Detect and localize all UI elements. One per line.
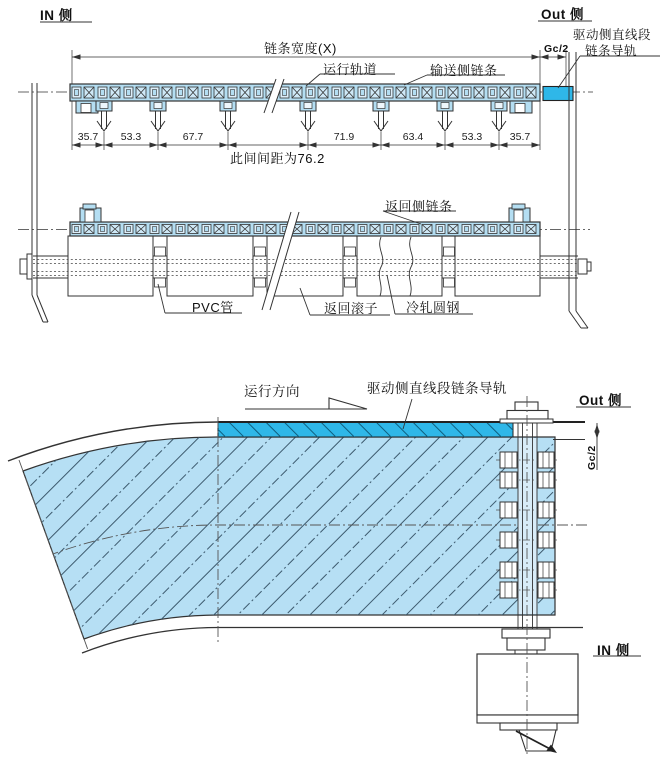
gc-half-label-plan: Gc/2 [586, 445, 598, 470]
running-direction-label: 运行方向 [244, 384, 300, 399]
return-side-chain-label: 返回侧链条 [385, 199, 453, 214]
dim-3: 67.7 [182, 131, 204, 143]
in-side-label-plan: IN 侧 [597, 643, 630, 658]
pvc-pipe-label: PVC管 [192, 300, 234, 315]
chain-guide-rail-label: 链条导轨 [585, 44, 638, 58]
out-side-label-plan: Out 侧 [579, 393, 622, 408]
dim-4: 71.9 [333, 131, 355, 143]
drive-motor [477, 629, 578, 753]
dim-7: 35.7 [509, 131, 531, 143]
in-side-label-top: IN 侧 [40, 8, 73, 23]
gap-spacing-note: 此间间距为76.2 [230, 151, 325, 166]
cold-rolled-steel-label: 冷轧圆钢 [406, 300, 461, 315]
running-track-label: 运行轨道 [323, 62, 378, 77]
conveying-side-chain-label: 输送侧链条 [430, 63, 498, 78]
dim-6: 53.3 [461, 131, 483, 143]
dim-5: 63.4 [402, 131, 424, 143]
direction-arrow [329, 398, 367, 409]
out-side-label-top: Out 侧 [541, 7, 584, 22]
chain-width-label: 链条宽度(X) [264, 41, 337, 56]
dim-1: 35.7 [77, 131, 99, 143]
drive-side-guide-label-plan: 驱动侧直线段链条导轨 [367, 381, 507, 396]
dim-2: 53.3 [120, 131, 142, 143]
return-roller-label: 返回滚子 [324, 301, 379, 316]
plan-view [8, 396, 641, 756]
drive-straight-section-label: 驱动侧直线段 [573, 28, 652, 42]
gc-half-label-top: Gc/2 [544, 43, 569, 55]
